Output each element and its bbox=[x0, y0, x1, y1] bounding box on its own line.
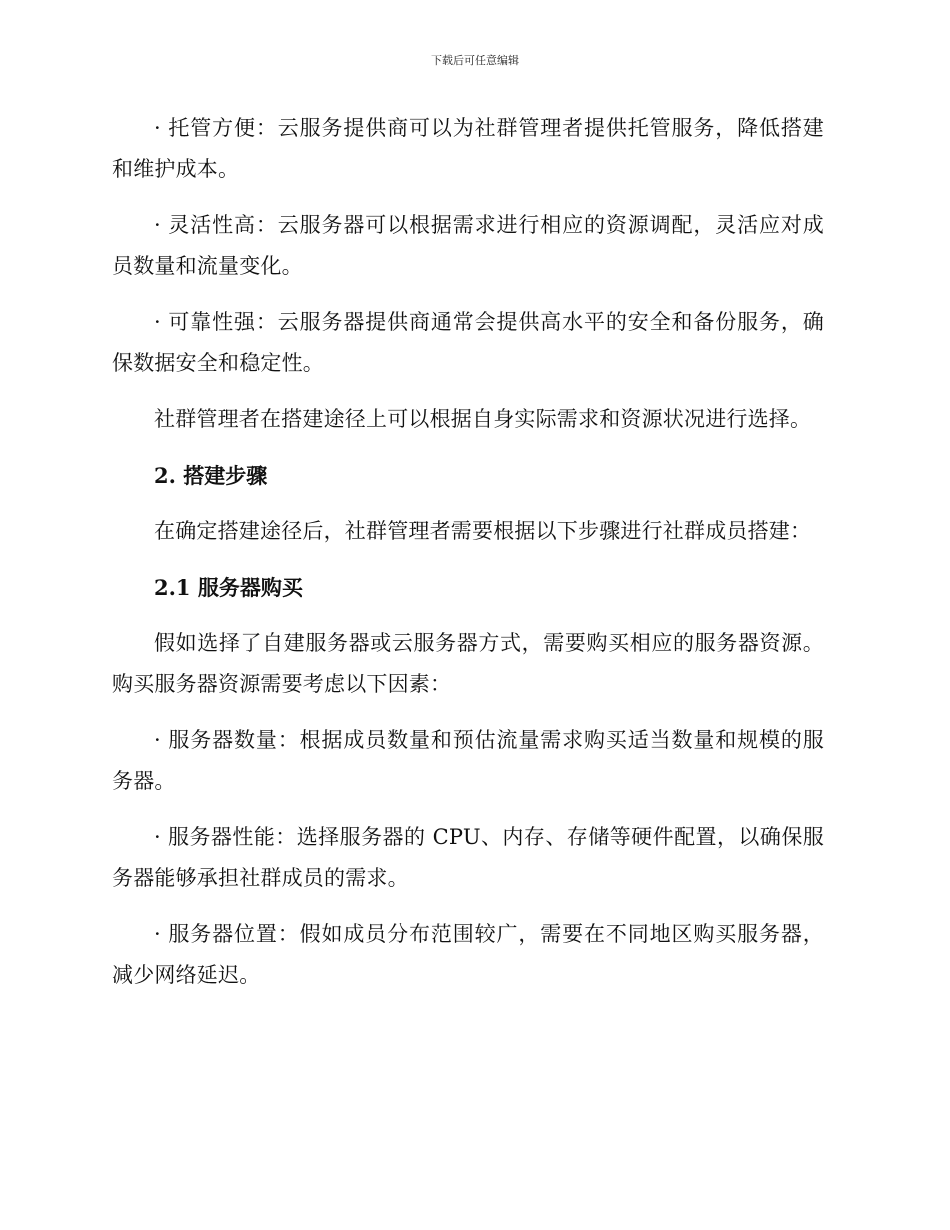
heading-server-purchase: 2.1 服务器购买 bbox=[154, 575, 303, 600]
paragraph-steps-intro: 在确定搭建途径后，社群管理者需要根据以下步骤进行社群成员搭建： bbox=[154, 519, 812, 543]
bullet-hosting: · 托管方便：云服务提供商可以为社群管理者提供托管服务，降低搭建和维护成本。 bbox=[112, 116, 824, 181]
bullet-flexibility: · 灵活性高：云服务器可以根据需求进行相应的资源调配，灵活应对成员数量和流量变化。 bbox=[112, 213, 824, 278]
page-header: 下载后可任意编辑 bbox=[431, 54, 519, 67]
bullet-server-performance: · 服务器性能：选择服务器的 CPU、内存、存储等硬件配置，以确保服务器能够承担社群成员的需求。 bbox=[112, 825, 824, 890]
paragraph-purchase-intro: 假如选择了自建服务器或云服务器方式，需要购买相应的服务器资源。购买服务器资源需要考虑以下因素： bbox=[112, 631, 824, 696]
heading-build-steps: 2. 搭建步骤 bbox=[154, 463, 268, 488]
bullet-reliability: · 可靠性强：云服务器提供商通常会提供高水平的安全和备份服务，确保数据安全和稳定性。 bbox=[112, 310, 824, 375]
document-body bbox=[112, 108, 824, 1011]
bullet-server-location: · 服务器位置：假如成员分布范围较广，需要在不同地区购买服务器，减少网络延迟。 bbox=[112, 922, 824, 987]
paragraph-choice: 社群管理者在搭建途径上可以根据自身实际需求和资源状况进行选择。 bbox=[154, 407, 812, 431]
bullet-server-count: · 服务器数量：根据成员数量和预估流量需求购买适当数量和规模的服务器。 bbox=[112, 728, 824, 793]
